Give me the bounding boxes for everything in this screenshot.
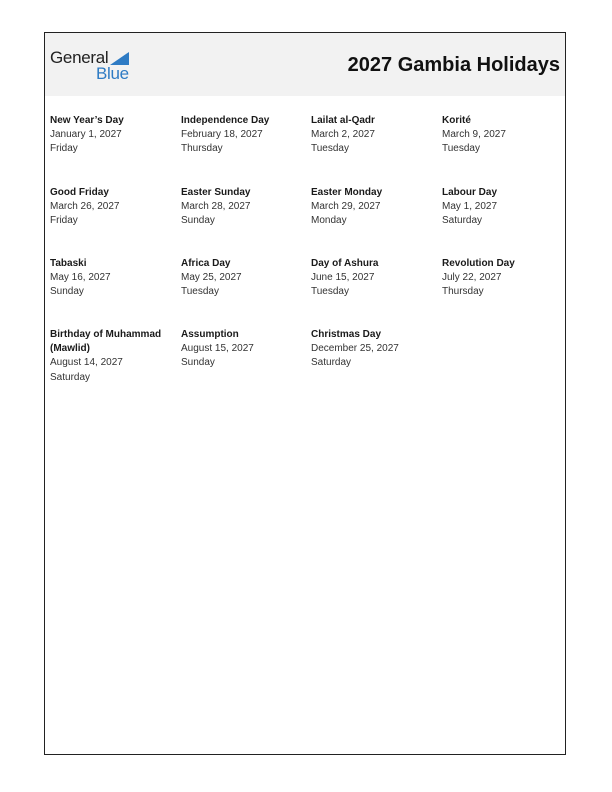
holiday-weekday: Tuesday xyxy=(311,143,349,155)
holiday-item xyxy=(311,114,436,157)
holiday-weekday: Thursday xyxy=(442,286,484,298)
holiday-name: New Year’s Day xyxy=(50,115,124,126)
holiday-weekday: Sunday xyxy=(181,357,215,369)
holiday-item xyxy=(311,186,436,229)
holiday-name: Day of Ashura xyxy=(311,258,379,269)
holiday-name: Good Friday xyxy=(50,187,109,198)
holiday-date: December 25, 2027 xyxy=(311,343,399,355)
holiday-date: March 29, 2027 xyxy=(311,201,381,213)
holiday-weekday: Friday xyxy=(50,143,78,155)
holiday-name: Lailat al-Qadr xyxy=(311,115,375,126)
holiday-weekday: Monday xyxy=(311,215,347,227)
holiday-name: Korité xyxy=(442,115,471,126)
holiday-name: Tabaski xyxy=(50,258,87,269)
holiday-date: January 1, 2027 xyxy=(50,129,122,141)
page-frame xyxy=(44,32,566,755)
holiday-name: Easter Sunday xyxy=(181,187,251,198)
logo-text-general: General xyxy=(50,48,109,67)
holiday-date: March 9, 2027 xyxy=(442,129,506,141)
holiday-item xyxy=(442,186,567,229)
holiday-date: June 15, 2027 xyxy=(311,272,375,284)
holiday-weekday: Tuesday xyxy=(311,286,349,298)
holiday-item xyxy=(181,114,306,157)
holiday-name: Africa Day xyxy=(181,258,231,269)
holiday-date: March 26, 2027 xyxy=(50,201,120,213)
holiday-name: Independence Day xyxy=(181,115,270,126)
holiday-item xyxy=(181,186,306,229)
holiday-date: July 22, 2027 xyxy=(442,272,502,284)
holiday-item xyxy=(50,257,175,300)
holiday-item xyxy=(50,186,175,229)
holiday-item xyxy=(50,114,175,157)
holiday-item xyxy=(311,328,436,371)
holiday-date: February 18, 2027 xyxy=(181,129,263,141)
header xyxy=(45,33,565,96)
holiday-item xyxy=(181,328,306,371)
holiday-weekday: Sunday xyxy=(181,215,215,227)
holiday-name: Labour Day xyxy=(442,187,498,198)
holiday-name: Revolution Day xyxy=(442,258,515,269)
holiday-name: Christmas Day xyxy=(311,329,382,340)
logo xyxy=(50,48,140,84)
holiday-date: March 2, 2027 xyxy=(311,129,375,141)
holiday-item xyxy=(50,328,175,385)
holiday-date: March 28, 2027 xyxy=(181,201,251,213)
holiday-weekday: Tuesday xyxy=(181,286,219,298)
holiday-name: Birthday of Muhammad (Mawlid) xyxy=(50,329,162,355)
holiday-weekday: Tuesday xyxy=(442,143,480,155)
holiday-weekday: Saturday xyxy=(311,357,352,369)
holiday-date: August 14, 2027 xyxy=(50,357,123,369)
holiday-item xyxy=(442,257,567,300)
page-title: 2027 Gambia Holidays xyxy=(347,54,560,76)
holiday-date: May 25, 2027 xyxy=(181,272,242,284)
holiday-weekday: Saturday xyxy=(50,371,91,383)
holiday-weekday: Saturday xyxy=(442,215,483,227)
holiday-name: Easter Monday xyxy=(311,187,383,198)
logo-text-blue: Blue xyxy=(96,64,129,83)
holiday-name: Assumption xyxy=(181,329,239,340)
holiday-weekday: Thursday xyxy=(181,143,223,155)
holiday-item xyxy=(181,257,306,300)
holiday-item xyxy=(442,114,567,157)
holiday-item xyxy=(311,257,436,300)
holiday-date: August 15, 2027 xyxy=(181,343,254,355)
holiday-date: May 1, 2027 xyxy=(442,201,498,213)
holiday-weekday: Sunday xyxy=(50,286,84,298)
holiday-weekday: Friday xyxy=(50,215,78,227)
holiday-date: May 16, 2027 xyxy=(50,272,111,284)
